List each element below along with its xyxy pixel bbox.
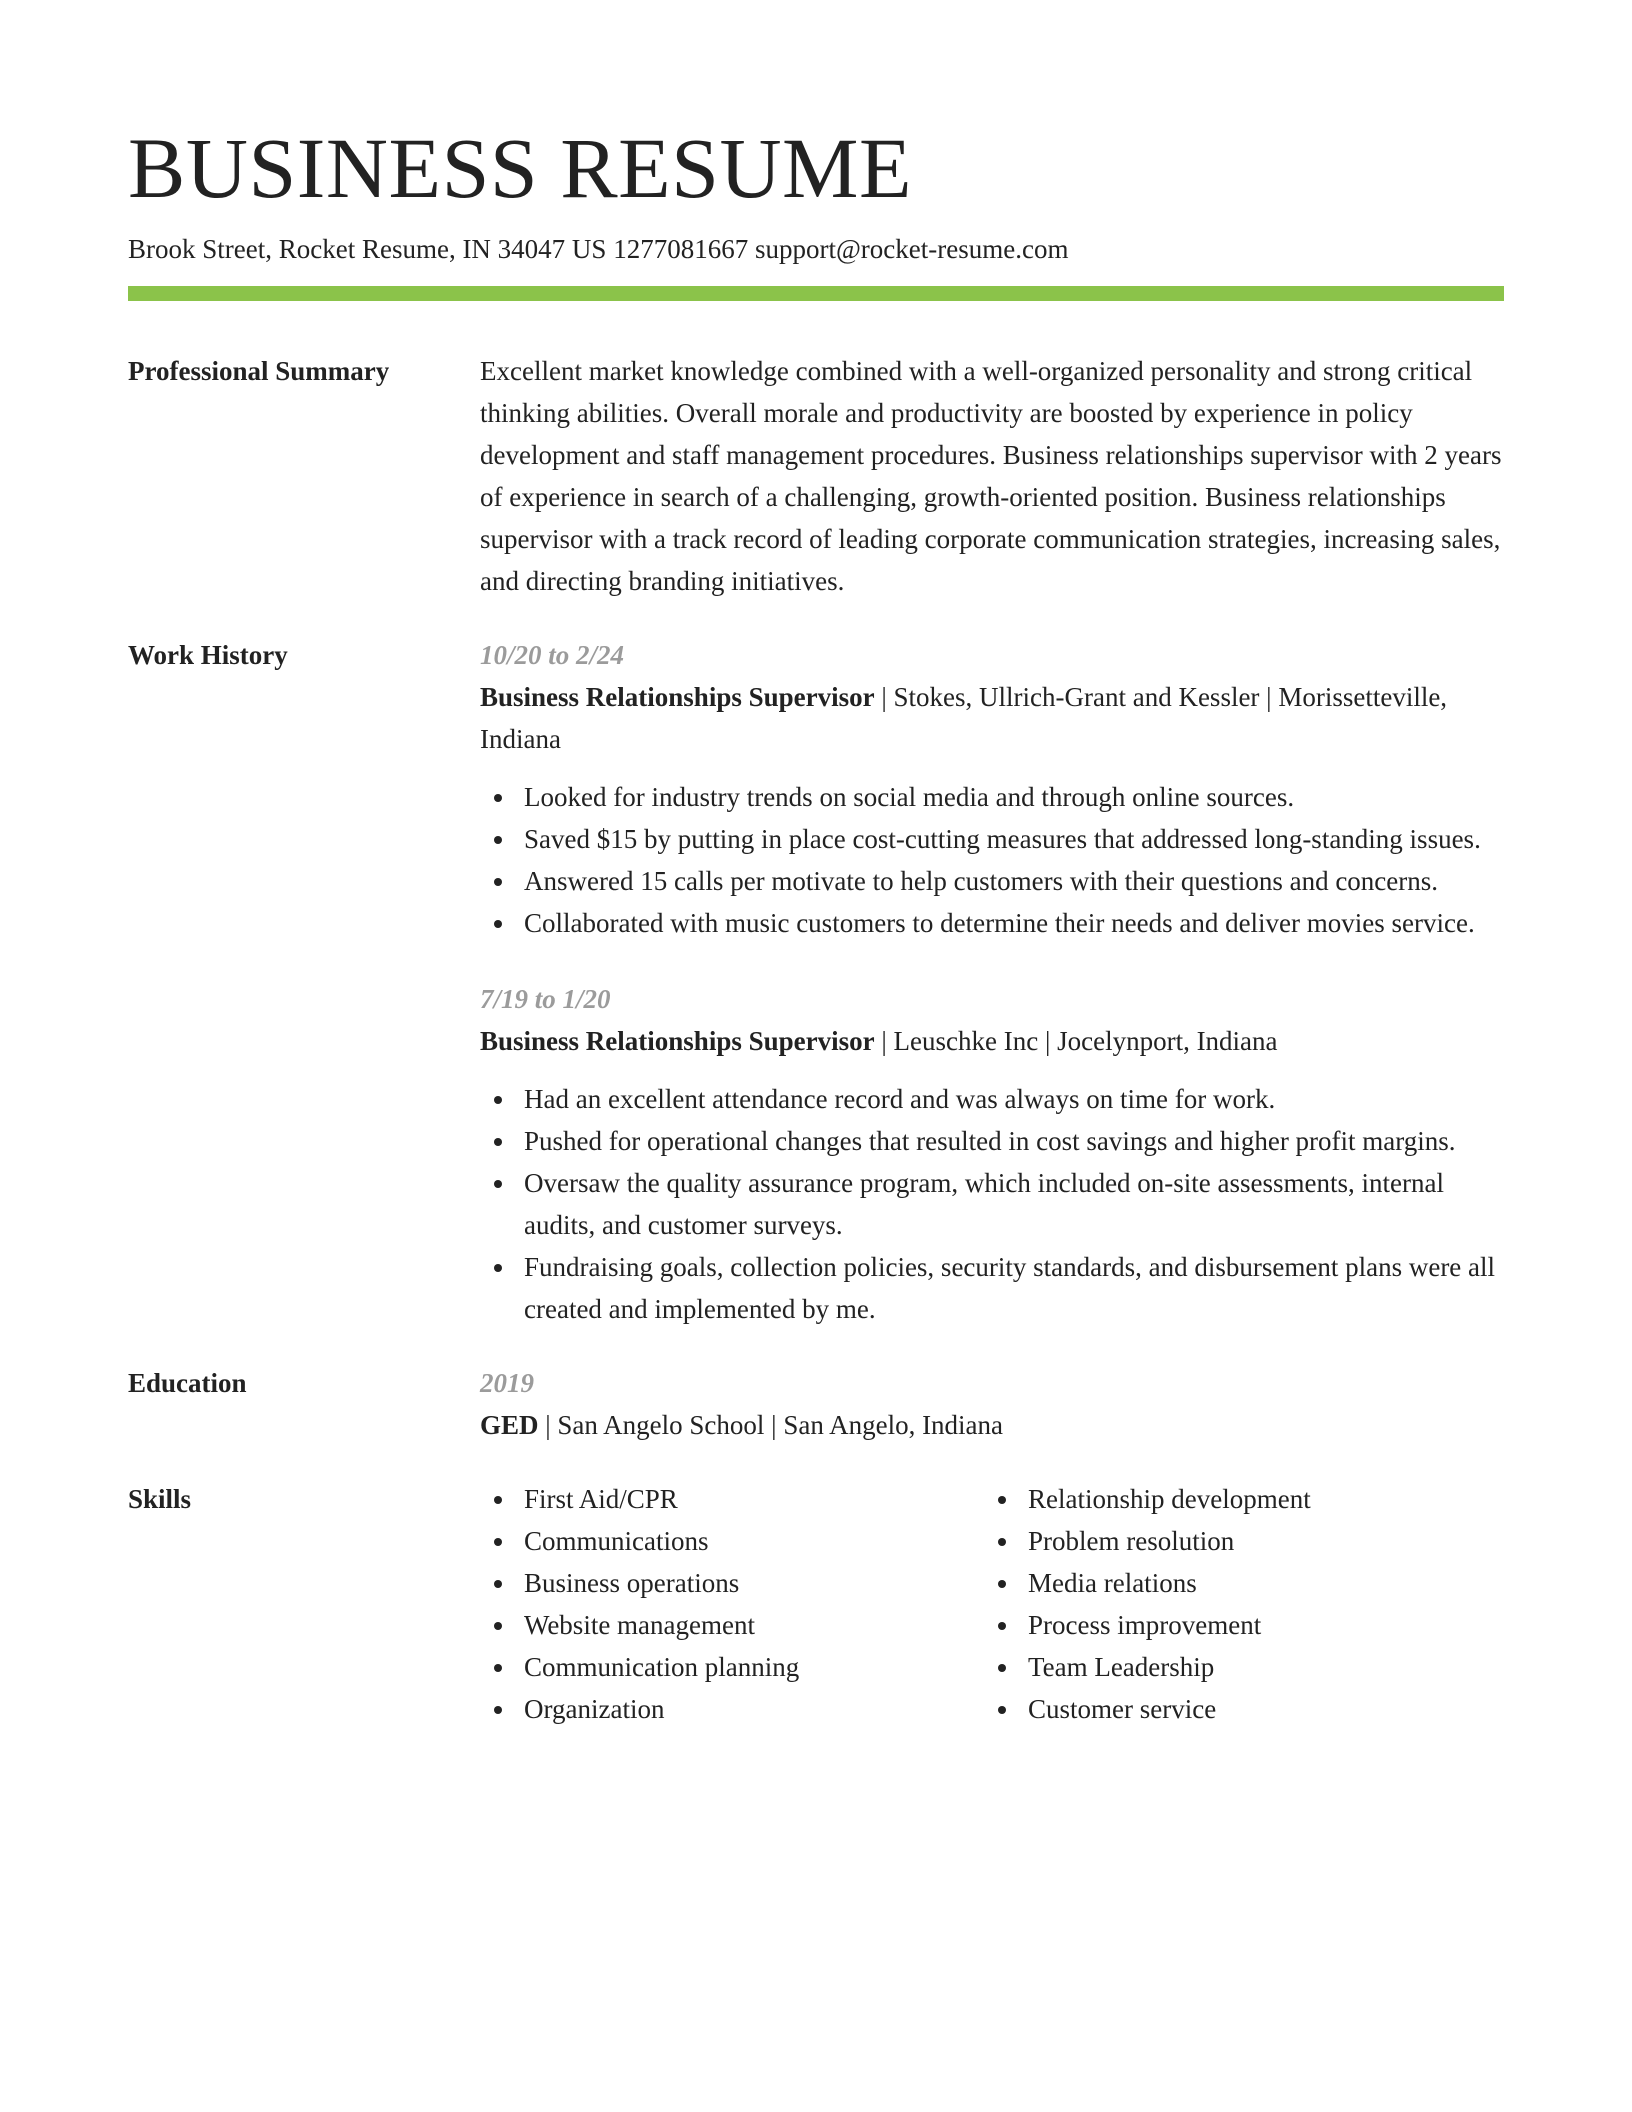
job-bullet: Saved $15 by putting in place cost-cutting measures that addressed long-standing issues. <box>524 818 1504 860</box>
skill-item: Relationship development <box>1028 1478 1488 1520</box>
skill-item: Team Leadership <box>1028 1646 1488 1688</box>
skills-column-1 <box>480 1478 984 1730</box>
job-bullet: Pushed for operational changes that resulted in cost savings and higher profit margins. <box>524 1120 1504 1162</box>
job-title: Business Relationships Supervisor <box>480 1026 875 1056</box>
education-degree: GED <box>480 1410 539 1440</box>
job-details: | Leuschke Inc | Jocelynport, Indiana <box>874 1026 1278 1056</box>
skills-columns <box>480 1478 1504 1730</box>
skill-item: First Aid/CPR <box>524 1478 984 1520</box>
skill-item: Media relations <box>1028 1562 1488 1604</box>
job-bullet: Oversaw the quality assurance program, which included on-site assessments, internal audits, and customer surveys. <box>524 1162 1504 1246</box>
section-skills <box>128 1478 1504 1730</box>
job-details: | Stokes, Ullrich-Grant and Kessler | Morissetteville, Indiana <box>480 682 1448 754</box>
job-entry <box>480 978 1504 1330</box>
summary-body <box>480 350 1504 602</box>
section-label-skills: Skills <box>128 1484 192 1514</box>
section-education <box>128 1362 1504 1446</box>
section-work-history <box>128 634 1504 1330</box>
job-dates: 7/19 to 1/20 <box>480 984 611 1014</box>
work-body <box>480 634 1504 1330</box>
skill-item: Communications <box>524 1520 984 1562</box>
job-bullet: Had an excellent attendance record and was always on time for work. <box>524 1078 1504 1120</box>
education-heading <box>480 1404 1504 1446</box>
skill-item: Process improvement <box>1028 1604 1488 1646</box>
resume-content <box>128 350 1504 1730</box>
skills-body <box>480 1478 1504 1730</box>
skill-item: Business operations <box>524 1562 984 1604</box>
job-heading <box>480 676 1504 760</box>
job-bullet: Looked for industry trends on social media and through online sources. <box>524 776 1504 818</box>
job-title: Business Relationships Supervisor <box>480 682 875 712</box>
education-body <box>480 1362 1504 1446</box>
section-professional-summary <box>128 350 1504 602</box>
skill-item: Organization <box>524 1688 984 1730</box>
job-bullet: Fundraising goals, collection policies, security standards, and disbursement plans were all created and implemented by me. <box>524 1246 1504 1330</box>
skill-item: Communication planning <box>524 1646 984 1688</box>
header-divider <box>128 286 1504 301</box>
section-label-work: Work History <box>128 640 288 670</box>
skills-column-2 <box>984 1478 1488 1730</box>
skill-item: Problem resolution <box>1028 1520 1488 1562</box>
section-label-summary: Professional Summary <box>128 356 390 386</box>
resume-title: BUSINESS RESUME <box>128 120 913 216</box>
job-bullet: Collaborated with music customers to determine their needs and deliver movies service. <box>524 902 1504 944</box>
education-details: | San Angelo School | San Angelo, Indiana <box>538 1410 1004 1440</box>
contact-line: Brook Street, Rocket Resume, IN 34047 US 1277081667 support@rocket-resume.com <box>128 234 1069 264</box>
job-entry <box>480 634 1504 944</box>
skill-item: Customer service <box>1028 1688 1488 1730</box>
job-dates: 10/20 to 2/24 <box>480 640 625 670</box>
job-heading <box>480 1020 1504 1062</box>
summary-text: Excellent market knowledge combined with a well-organized personality and strong critical thinking abilities. Overall morale and productivity are boosted by experience in policy development and staff management procedures. Business relationships supervisor with 2 years of experience in search of a challenging, growth-oriented position. Business relationships supervisor with a track record of leading corporate communication strategies, increasing sales, and directing branding initiatives. <box>480 356 1502 596</box>
skill-item: Website management <box>524 1604 984 1646</box>
job-bullet: Answered 15 calls per motivate to help customers with their questions and concerns. <box>524 860 1504 902</box>
job-bullets <box>480 1078 1504 1330</box>
education-date: 2019 <box>480 1368 534 1398</box>
section-label-education: Education <box>128 1368 247 1398</box>
job-bullets <box>480 776 1504 944</box>
